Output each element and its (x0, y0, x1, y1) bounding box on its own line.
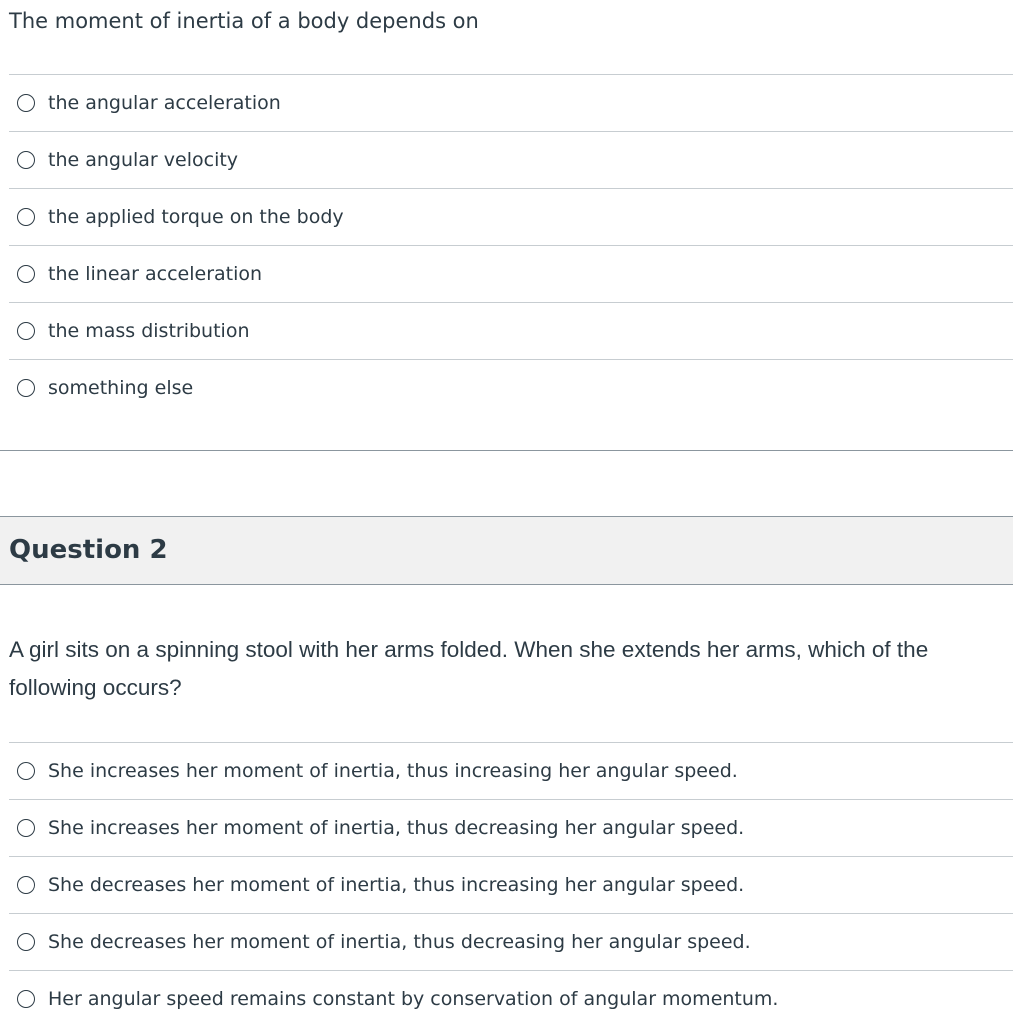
radio-button[interactable] (17, 762, 35, 780)
radio-button[interactable] (17, 151, 35, 169)
answer-option[interactable] (9, 74, 1013, 131)
radio-button[interactable] (17, 990, 35, 1008)
answer-option[interactable] (9, 970, 1013, 1027)
answer-option[interactable] (9, 302, 1013, 359)
answer-label[interactable]: the linear acceleration (48, 263, 263, 285)
radio-button[interactable] (17, 322, 35, 340)
question-divider (0, 450, 1013, 451)
answer-option[interactable] (9, 799, 1013, 856)
question-2-text: A girl sits on a spinning stool with her arms folded. When she extends her arms, which of the following occurs? (9, 637, 929, 700)
question-1-text: The moment of inertia of a body depends on (9, 9, 479, 33)
answer-option[interactable] (9, 359, 1013, 416)
answer-option[interactable] (9, 913, 1013, 970)
radio-button[interactable] (17, 379, 35, 397)
answer-option[interactable] (9, 742, 1013, 799)
radio-button[interactable] (17, 933, 35, 951)
answer-option[interactable] (9, 856, 1013, 913)
radio-button[interactable] (17, 876, 35, 894)
answer-option[interactable] (9, 131, 1013, 188)
question-2-header (0, 516, 1013, 585)
question-2-title: Question 2 (9, 535, 168, 565)
question-2-answer-list (9, 742, 1013, 1027)
answer-label[interactable]: the angular acceleration (48, 92, 281, 114)
answer-label[interactable]: Her angular speed remains constant by conservation of angular momentum. (48, 988, 779, 1010)
radio-button[interactable] (17, 265, 35, 283)
answer-option[interactable] (9, 245, 1013, 302)
answer-label[interactable]: She increases her moment of inertia, thus increasing her angular speed. (48, 760, 738, 782)
answer-label[interactable]: something else (48, 377, 194, 399)
answer-label[interactable]: She decreases her moment of inertia, thus increasing her angular speed. (48, 874, 745, 896)
answer-option[interactable] (9, 188, 1013, 245)
answer-label[interactable]: the applied torque on the body (48, 206, 344, 228)
radio-button[interactable] (17, 94, 35, 112)
radio-button[interactable] (17, 208, 35, 226)
answer-label[interactable]: the mass distribution (48, 320, 250, 342)
answer-label[interactable]: the angular velocity (48, 149, 239, 171)
answer-label[interactable]: She decreases her moment of inertia, thus decreasing her angular speed. (48, 931, 751, 953)
radio-button[interactable] (17, 819, 35, 837)
answer-label[interactable]: She increases her moment of inertia, thus decreasing her angular speed. (48, 817, 745, 839)
question-1-answer-list (9, 74, 1013, 416)
